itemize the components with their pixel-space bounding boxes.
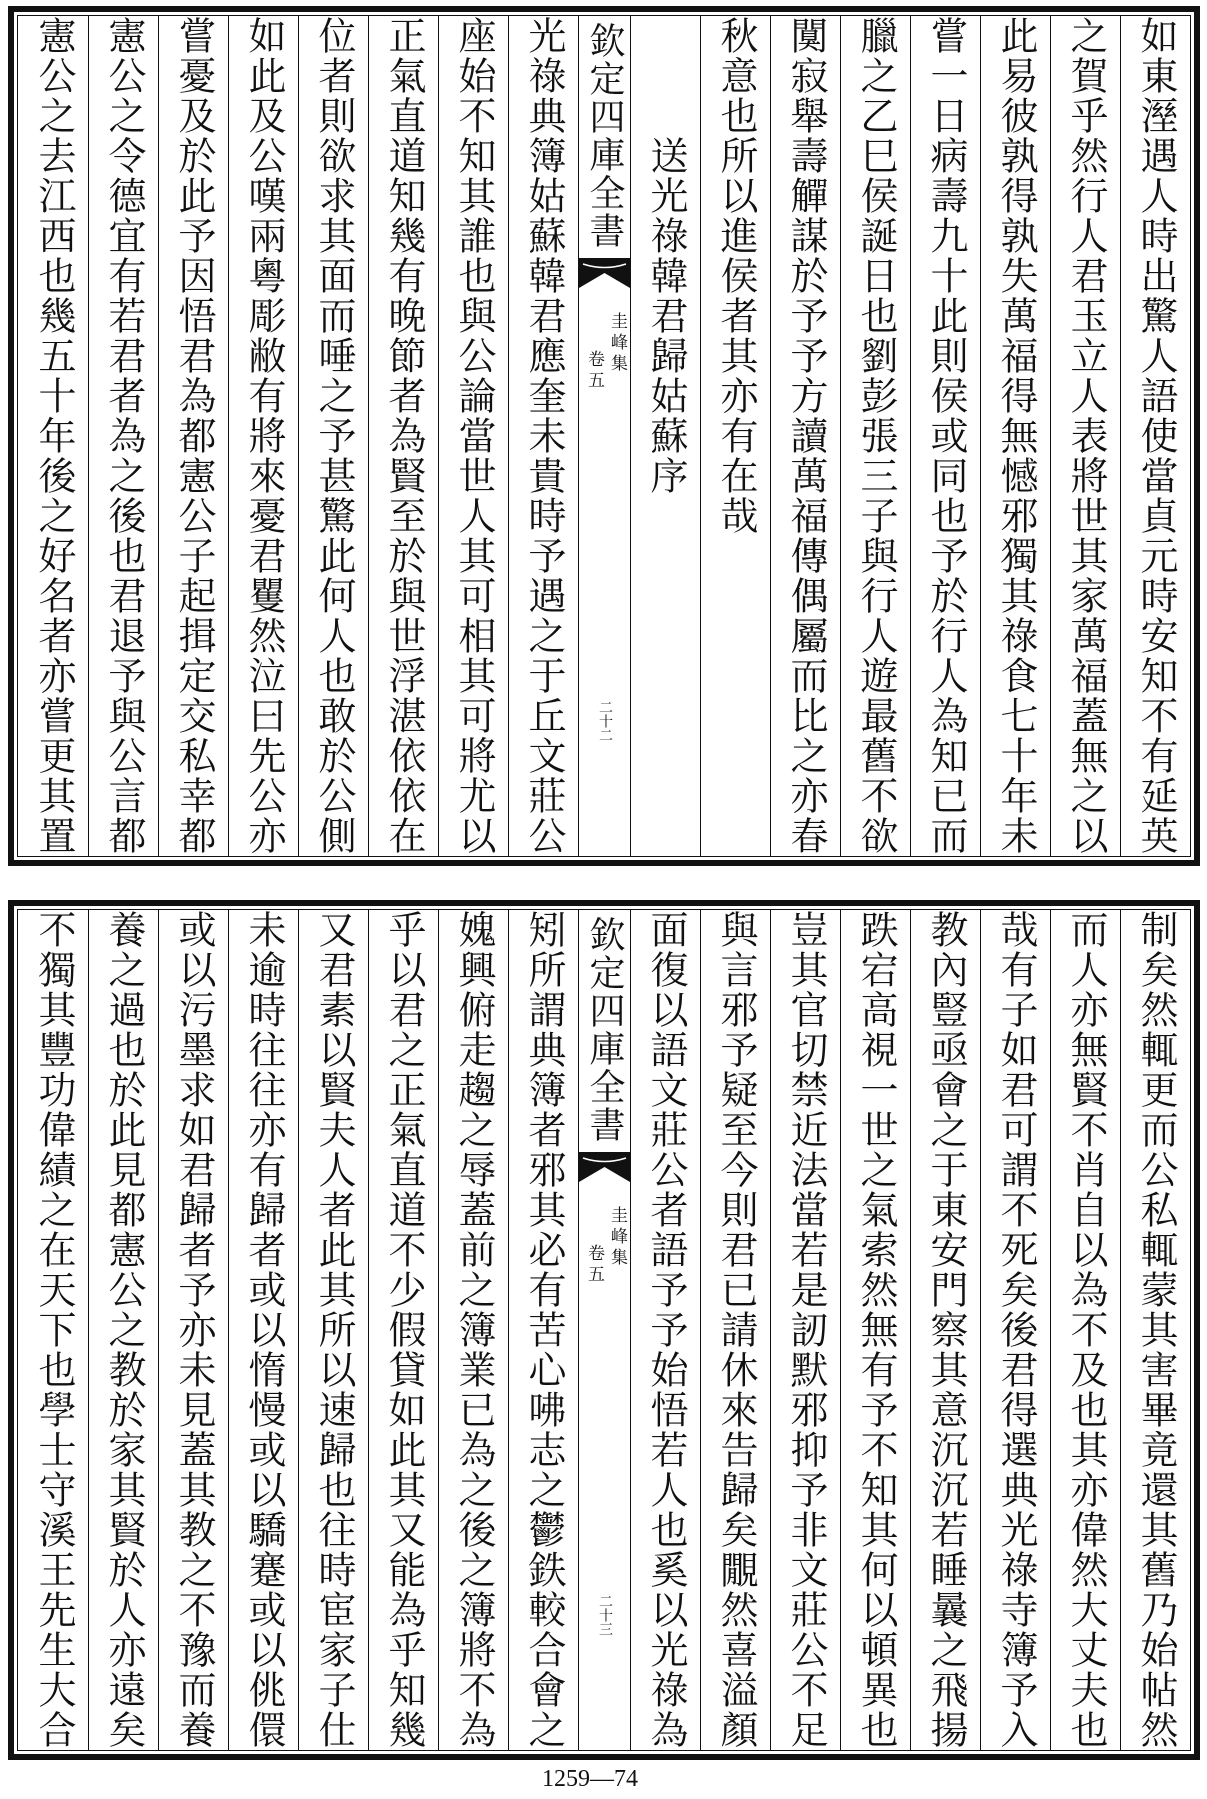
text-column: 乎以君之正氣直道不少假貸如此其又能為乎知幾 [368,910,438,1750]
lower-leaf-panel [8,900,1200,1760]
text-column: 闃寂舉壽觶謀於予予方讀萬福傳偶屬而比之亦春 [770,16,840,856]
text-column: 憲公之令德宜有若君者為之後也君退予與公言都 [88,16,158,856]
leaf-number: 二十二 [597,700,613,742]
text-column: 而人亦無賢不肖自以為不及也其亦偉然大丈夫也 [1050,910,1120,1750]
section-title-column: 送光祿韓君歸姑蘇序 [630,16,700,856]
text-column: 不獨其豐功偉績之在天下也學士守溪王先生大合 [32,910,76,1750]
lower-leaf-frame [17,909,1191,1751]
text-column: 正氣直道知幾有晚節者為賢至於與世浮湛依依在 [368,16,438,856]
text-column: 未逾時往往亦有歸者或以惰慢或以驕蹇或以佻儇 [228,910,298,1750]
text-column: 如東溼遇人時出驚人語使當貞元時安知不有延英 [1120,16,1190,856]
text-column: 跌宕高視一世之氣索然無有予不知其何以頓異也 [840,910,910,1750]
page-number: 1259—74 [542,1766,638,1792]
volume-label: 卷五 [584,350,604,392]
book-title: 圭峰集 [607,312,627,375]
text-column: 哉有子如君可謂不死矣後君得選典光祿寺簿予入 [980,910,1050,1750]
text-column: 嘗憂及於此予因悟君為都憲公子起揖定交私幸都 [158,16,228,856]
text-column: 此易彼孰得孰失萬福得無憾邪獨其祿食七十年未 [980,16,1050,856]
collection-title: 欽定四庫全書 [584,916,625,1144]
fishtail-mark [579,1152,630,1182]
text-column: 制矣然輒更而公私輒蒙其害畢竟還其舊乃始帖然 [1120,910,1190,1750]
collection-title: 欽定四庫全書 [584,22,625,250]
fold-column [578,16,630,856]
text-column: 教內豎亟會之于東安門察其意沉沉若睡曩之飛揚 [910,910,980,1750]
text-column: 臘之乙巳侯誕日也劉彭張三子與行人遊最舊不欲 [840,16,910,856]
text-column: 位者則欲求其面而唾之予甚驚此何人也敢於公側 [298,16,368,856]
text-column: 嘗一日病壽九十此則侯或同也予於行人為知已而 [910,16,980,856]
text-column: 之賀乎然行人君玉立人表將世其家萬福蓋無之以 [1050,16,1120,856]
fold-column [578,910,630,1750]
fishtail-mark [579,258,630,288]
volume-label: 卷五 [584,1244,604,1286]
text-column: 與言邪予疑至今則君已請休來告歸矣覵然喜溢顏 [700,910,770,1750]
text-column: 矧所謂典簿者邪其必有苦心咈志之鬱鉄較合會之 [508,910,578,1750]
text-column: 或以污墨求如君歸者予亦未見蓋其教之不豫而養 [158,910,228,1750]
text-column: 養之過也於此見都憲公之教於家其賢於人亦遠矣 [88,910,158,1750]
text-column: 如此及公嘆兩粵彫敝有將來憂君矍然泣曰先公亦 [228,16,298,856]
text-column: 媿興俯走趨之辱蓋前之簿業已為之後之簿將不為 [438,910,508,1750]
upper-leaf-frame [17,15,1191,857]
text-column: 憲公之去江西也幾五十年後之好名者亦嘗更其置 [32,16,76,856]
text-column: 座始不知其誰也與公論當世人其可相其可將尤以 [438,16,508,856]
text-column: 豈其官切禁近法當若是訒默邪抑予非文莊公不足 [770,910,840,1750]
leaf-number: 二十三 [597,1594,613,1636]
text-column: 秋意也所以進侯者其亦有在哉 [700,16,770,856]
text-column: 又君素以賢夫人者此其所以速歸也往時宦家子仕 [298,910,368,1750]
text-column: 面復以語文莊公者語予予始悟若人也奚以光祿為 [630,910,700,1750]
upper-leaf-panel [8,6,1200,866]
book-title: 圭峰集 [607,1206,627,1269]
text-column: 光祿典簿姑蘇韓君應奎未貴時予遇之于丘文莊公 [508,16,578,856]
